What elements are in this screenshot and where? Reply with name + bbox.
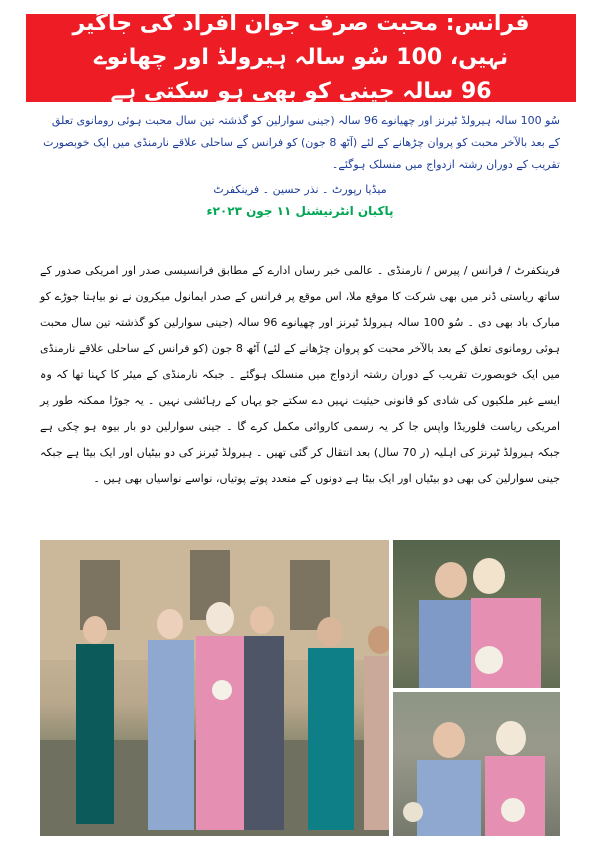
summary-text: سُو 100 سالہ ہیرولڈ ٹیرنز اور چھیانوے 96 سالہ (جینی سوارلین کو گذشتہ تین سال محبت ہوئی رومانوی تعلق کے بعد بالآخر محبت کو پروان چڑھانے کے لئے (آٹھ 8 جون) کو فرانس کے ساحلی علاقے نارمنڈی میں ایک خوبصورت تقریب کے دوران رشتہ ازدواج میں منسلک ہوگئے۔ (43, 114, 560, 171)
headline-line-2: 96 سالہ جینی کو بھی ہو سکتی ہے (110, 79, 492, 104)
wedding-group-photo (40, 540, 389, 836)
body-paragraph: فرینکفرٹ / فرانس / پیرس / نارمنڈی ۔ عالمی خبر رساں ادارے کے مطابق فرانسیسی صدر اور امریکی صدور کے ساتھ ریاستی ڈنر میں بھی شرکت کا موقع ملا، اس موقع پر فرانس کے صدر ایمانول میکرون نے نو بیاہتا جوڑے کو مبارک باد بھی دی ۔ سُو 100 سالہ ہیرولڈ ٹیرنز اور چھیانوے 96 سالہ (جینی سوارلین کو گذشتہ تین سال محبت ہوئی رومانوی تعلق کے بعد بالآخر محبت کو پروان چڑھانے کے لئے) آٹھ 8 جون (کو فرانس کے ساحلی علاقے نارمنڈی میں ایک خوبصورت تقریب کے دوران رشتہ ازدواج میں منسلک ہوگئے ۔ جبکہ نارمنڈی کے میئر کا کہنا تھا کہ وہ ایسے غیر ملکیوں کی شادی کو قانونی حیثیت نہیں دے سکتے جو یہاں کے رہائشی نہیں ۔ یہ جوڑا ممکنہ طور پر امریکی ریاست فلوریڈا واپس جا کر یہ رسمی کاروائی مکمل کرے گا ۔ جینی سوارلین دو بار بیوہ ہو چکی ہے جبکہ ہیرولڈ ٹیرنز کی اہلیہ (ر 70 سال) بعد انتقال کر گئی تھیں ۔ ہیرولڈ ٹیرنز کی دو بیٹیاں اور ایک بیٹا ہے جبکہ جینی سوارلین کی بھی دو بیٹیاں اور ایک بیٹا ہے دونوں کے متعدد پوتے پوتیاں، نواسے نواسیاں بھی ہیں ۔ (40, 264, 561, 485)
article-body (40, 258, 560, 492)
wedding-kiss-photo (393, 540, 560, 688)
photo-collage (40, 540, 560, 836)
couple-celebration-photo (393, 692, 560, 836)
headline-line-1: فرانس: محبت صرف جوان افراد کی جاگیر نہیں، 100 سُو سالہ ہیرولڈ اور چھانوے (72, 11, 530, 70)
wedding-group-illustration (40, 540, 389, 836)
byline-credit: میڈیا رپورٹ ۔ نذر حسین ۔ فرینکفرٹ (213, 183, 387, 196)
article-summary (40, 110, 560, 176)
wedding-kiss-illustration (393, 540, 560, 688)
headline-banner (26, 11, 576, 104)
couple-celebration-illustration (393, 692, 560, 836)
publication-source: پاکبان انٹرنیشنل ۱۱ جون ۲۰۲۳ء (206, 204, 394, 218)
